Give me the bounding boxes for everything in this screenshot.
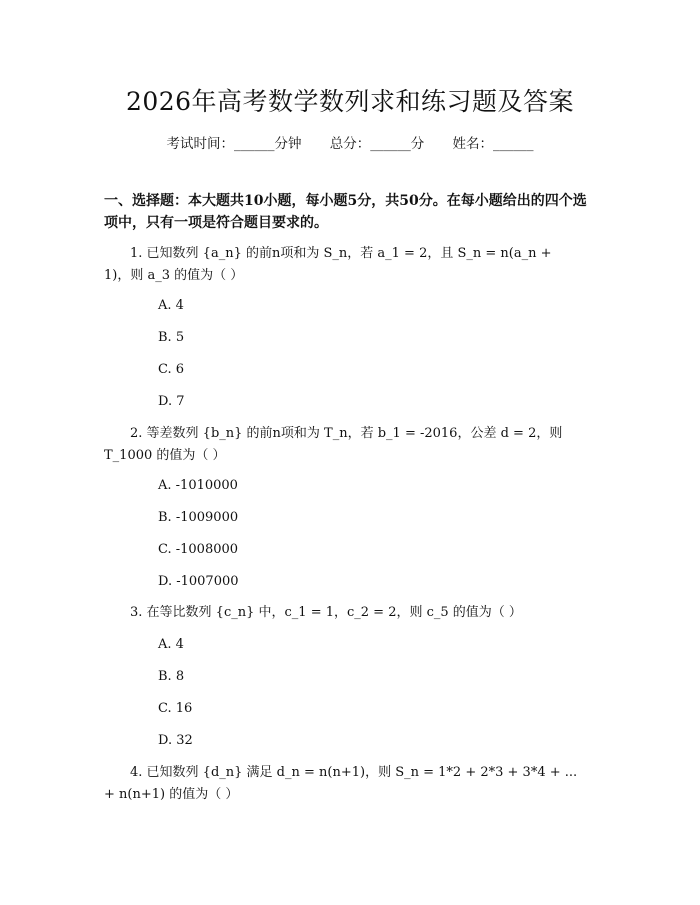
exam-time-field: 考试时间：______分钟 — [166, 136, 302, 152]
option-b: B. 5 — [158, 330, 185, 345]
option-b: B. 8 — [158, 669, 185, 684]
option-c: C. -1008000 — [158, 542, 239, 557]
question-3 — [104, 602, 598, 624]
total-score-field: 总分：______分 — [329, 136, 425, 152]
option-a: A. -1010000 — [158, 478, 238, 493]
question-number: 3. — [130, 605, 143, 620]
option-c: C. 6 — [158, 362, 185, 377]
option-a: A. 4 — [158, 298, 184, 313]
option-c: C. 16 — [158, 701, 193, 716]
question-4 — [104, 762, 598, 806]
option-a: A. 4 — [158, 637, 184, 652]
question-stem-line1: 已知数列 {d_n} 满足 d_n = n(n+1)，则 S_n = 1*2 + 2*3 + 3*4 + ... — [146, 765, 578, 780]
section-heading: 一、选择题：本大题共10小题，每小题5分，共50分。在每小题给出的四个选项中，只有一项是符合题目要求的。 — [104, 193, 587, 231]
option-d: D. 7 — [158, 394, 185, 409]
document-title: 2026年高考数学数列求和练习题及答案 — [125, 87, 575, 116]
question-stem-line2: 1)，则 a_3 的值为（ ） — [104, 268, 244, 283]
question-1 — [104, 243, 598, 287]
option-d: D. 32 — [158, 733, 193, 748]
question-stem-line2: + n(n+1) 的值为（ ） — [104, 787, 239, 802]
option-d: D. -1007000 — [158, 574, 239, 589]
student-name-field: 姓名：______ — [452, 136, 534, 152]
question-stem-line2: T_1000 的值为（ ） — [104, 448, 226, 463]
question-stem-line1: 在等比数列 {c_n} 中，c_1 = 1，c_2 = 2，则 c_5 的值为（ ） — [146, 605, 522, 620]
option-b: B. -1009000 — [158, 510, 239, 525]
question-number: 1. — [130, 246, 143, 261]
question-number: 2. — [130, 426, 143, 441]
exam-meta — [0, 132, 700, 152]
question-number: 4. — [130, 765, 143, 780]
question-2 — [104, 423, 598, 467]
question-stem-line1: 已知数列 {a_n} 的前n项和为 S_n，若 a_1 = 2，且 S_n = n(a_n + — [146, 246, 552, 261]
question-stem-line1: 等差数列 {b_n} 的前n项和为 T_n，若 b_1 = -2016，公差 d = 2，则 — [146, 426, 563, 441]
